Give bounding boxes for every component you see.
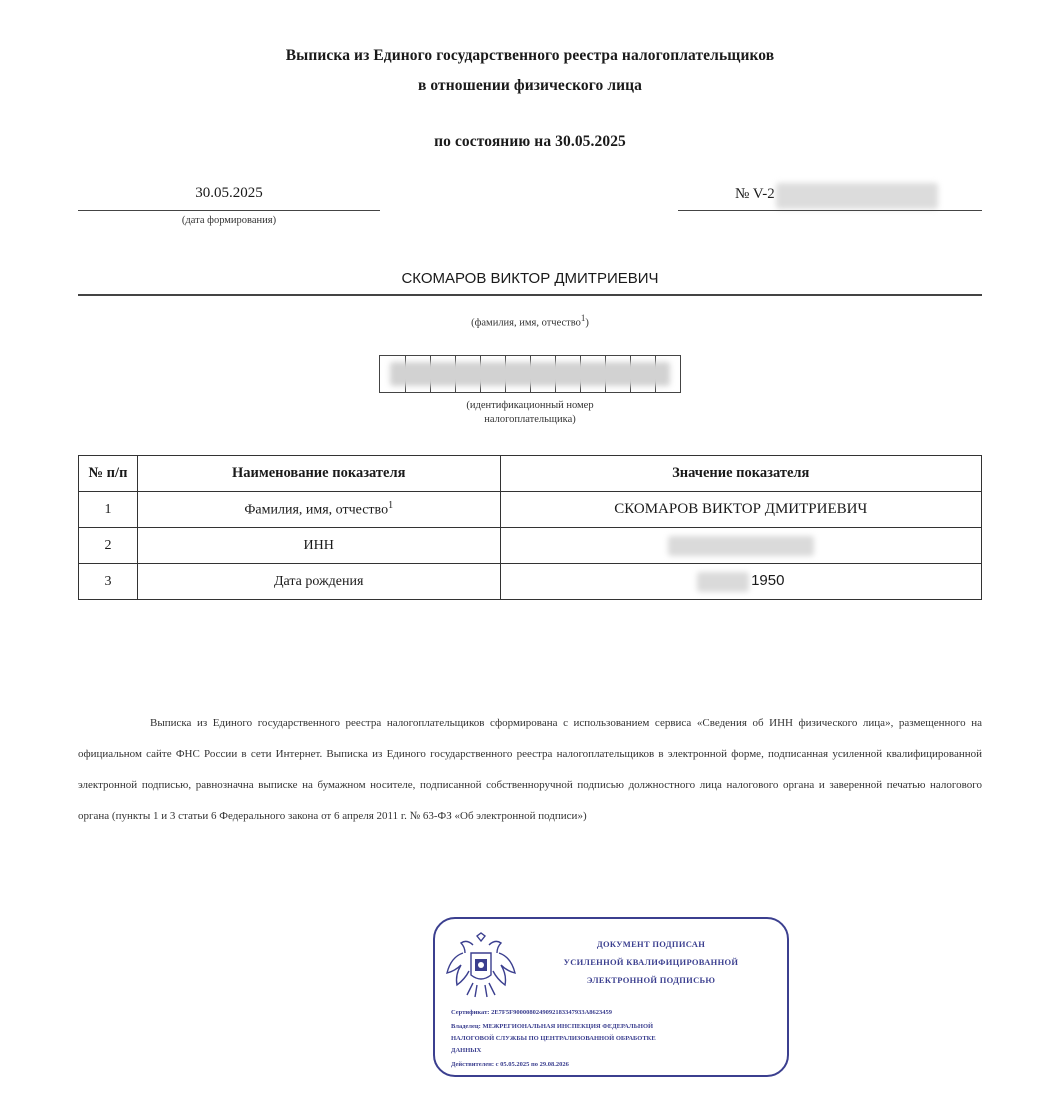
- date-caption: (дата формирования): [181, 215, 277, 226]
- redacted-number: [776, 183, 938, 209]
- stamp-heading: ДОКУМЕНТ ПОДПИСАН УСИЛЕННОЙ КВАЛИФИЦИРОВАННОЙ ЭЛЕКТРОННОЙ ПОДПИСЬЮ: [563, 939, 739, 985]
- header-number: № п/п: [79, 456, 138, 492]
- row-indicator-value: СКОМАРОВ ВИКТОР ДМИТРИЕВИЧ: [500, 492, 982, 528]
- header-indicator-value: Значение показателя: [500, 456, 982, 492]
- inn-boxes: [379, 355, 681, 393]
- document-title: Выписка из Единого государственного реестра налогоплательщиков: [285, 47, 775, 64]
- table-header-row: [79, 456, 982, 492]
- as-of-date: по состоянию на 30.05.2025: [434, 133, 626, 150]
- redacted-inn-value: [668, 536, 814, 556]
- indicators-table: [78, 455, 982, 600]
- row-indicator-value: 1950: [500, 564, 982, 600]
- person-full-name: СКОМАРОВ ВИКТОР ДМИТРИЕВИЧ: [401, 270, 659, 287]
- stamp-certificate: Сертификат: 2E7F5F9000080249092183347933A8623459: [451, 1009, 613, 1016]
- table-row: [79, 528, 982, 564]
- row-indicator-name: ИНН: [137, 528, 500, 564]
- name-caption: (фамилия, имя, отчество$^1$): [471, 313, 589, 329]
- legal-notice: Выписка из Единого государственного реестра налогоплательщиков сформирована с использованием сервиса «Сведения об ИНН физического лица», размещенного на официальном сайте ФНС России в сети Интернет. Выписка из Единого государственного реестра налогоплательщиков в электронной форме, подписанная усиленной квалифицированной электронной подписью, равнозначна выписке на бумажном носителе, подписанной собственноручной подписью должностного лица налогового органа и заверенной печатью налогового органа (пункты 1 и 3 статьи 6 Федерального закона от 6 апреля 2011 г. № 63-ФЗ «Об электронной подписи»): [78, 717, 982, 822]
- double-headed-eagle-icon: [443, 931, 519, 1003]
- table-row: [79, 564, 982, 600]
- extract-number: № V-2: [735, 186, 775, 202]
- row-number: 3: [79, 564, 138, 600]
- table-row: [79, 492, 982, 528]
- row-indicator-name: Дата рождения: [137, 564, 500, 600]
- document-subtitle: в отношении физического лица: [417, 77, 643, 94]
- stamp-owner: Владелец: МЕЖРЕГИОНАЛЬНАЯ ИНСПЕКЦИЯ ФЕДЕРАЛЬНОЙ НАЛОГОВОЙ СЛУЖБЫ ПО ЦЕНТРАЛИЗОВАННОЙ ОБРАБОТКЕ ДАННЫХ: [451, 1023, 656, 1054]
- redacted-inn: [390, 362, 670, 386]
- row-indicator-value: [500, 528, 982, 564]
- inn-caption: (идентификационный номер налогоплательщика): [466, 400, 594, 425]
- name-underline: [78, 294, 982, 296]
- date-underline: [78, 210, 380, 211]
- stamp-validity: Действителен: с 05.05.2025 по 29.08.2026: [451, 1061, 569, 1068]
- header-indicator-name: Наименование показателя: [137, 456, 500, 492]
- number-underline: [678, 210, 982, 211]
- electronic-signature-stamp: [433, 917, 789, 1077]
- row-indicator-name: Фамилия, имя, отчество$^1$: [137, 492, 500, 528]
- row-number: 2: [79, 528, 138, 564]
- formation-date: 30.05.2025: [195, 185, 263, 201]
- row-number: 1: [79, 492, 138, 528]
- redacted-birth-day-month: [697, 572, 749, 592]
